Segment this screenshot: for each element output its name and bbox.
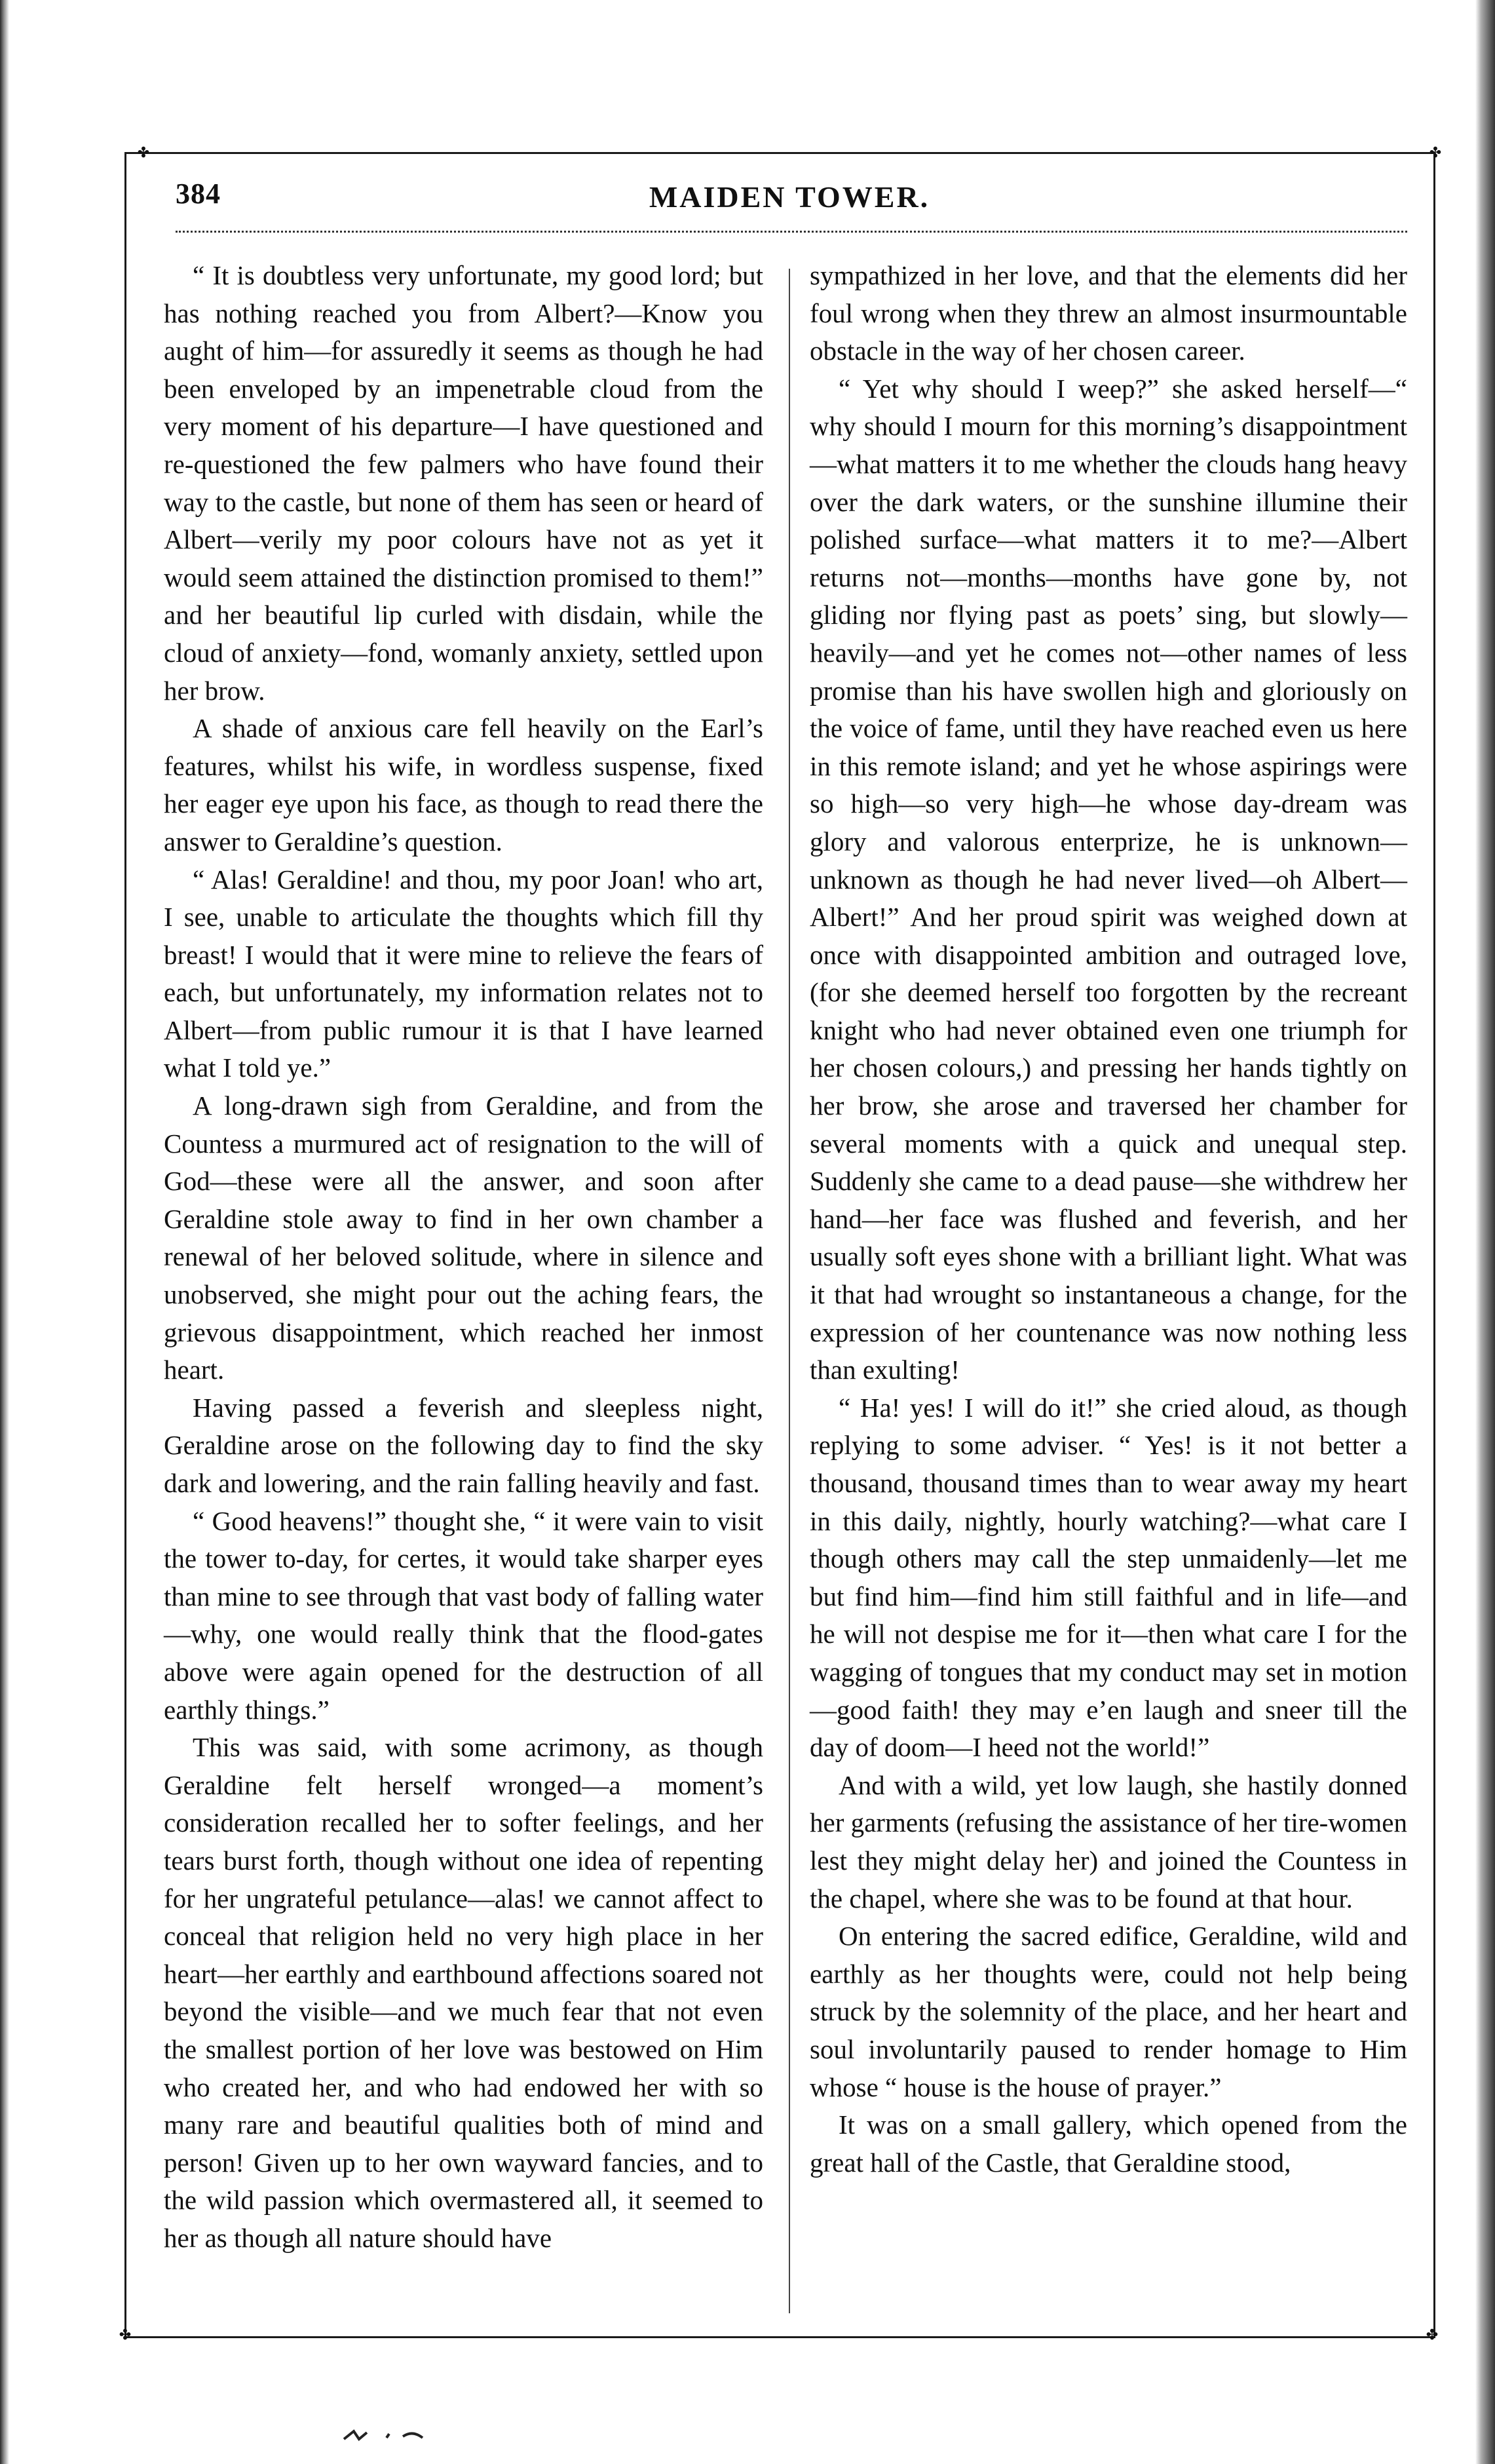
paragraph: “ Alas! Geraldine! and thou, my poor Joan! who art, I see, unable to articulate the thoughts which fill thy breast! I would that it were mine to relieve the fears of each, but unfortunately, my information relates not to Albert—from public rumour it is that I have learned what I told ye.”: [164, 864, 763, 1083]
paragraph-continuation: sympathized in her love, and that the elements did her foul wrong when they threw an almost insurmountable obstacle in the way of her chosen career.: [810, 260, 1407, 366]
text-column-right: [810, 257, 1407, 2182]
paragraph: “ Yet why should I weep?” she asked herself—“ why should I mourn for this morning’s disappointment—what matters it to me whether the clouds hang heavy over the dark waters, or the sunshine illumine their polished surface—what matters it to me?—Albert returns not—months—months have gone by, not gliding nor flying past as poets’ sing, but slowly—heavily—and yet he comes not—other names of less promise than his have swollen high and gloriously on the voice of fame, until they have reached even us here in this remote island; and yet he whose aspirings were so high—so very high—he whose day-dream was glory and valorous enterprize, he is unknown—unknown as though he had never lived—oh Albert—Albert!” And her proud spirit was weighed down at once with disappointed ambition and outraged love, (for she deemed herself too forgotten by the recreant knight who had never obtained even one triumph for her chosen colours,) and pressing her hands tightly on her brow, she arose and traversed her chamber for several moments with a quick and unequal step. Suddenly she came to a dead pause—she withdrew her hand—her face was flushed and feverish, and her usually soft eyes shone with a brilliant light. What was it that had wrought so instantaneous a change, for the expression of her countenance was now nothing less than exulting!: [810, 373, 1407, 1385]
corner-ornament-icon: ✤: [119, 2326, 132, 2343]
corner-ornament-icon: ✤: [1429, 144, 1442, 161]
paragraph: “ It is doubtless very unfortunate, my good lord; but has nothing reached you from Albert?—Know you aught of him—for assuredly it seems as though he had been enveloped by an impenetrable cloud from the very moment of his departure—I have questioned and re-questioned the few palmers who have found their way to the castle, but none of them has seen or heard of Albert—verily my poor colours have not as yet it would seem attained the distinction promised to them!” and her beautiful lip curled with disdain, while the cloud of anxiety—fond, womanly anxiety, settled upon her brow.: [164, 260, 763, 706]
page-edge-shadow-right: [1475, 0, 1495, 2464]
paragraph: Having passed a feverish and sleepless night, Geraldine arose on the following day to find the sky dark and lowering, and the rain falling heavily and fast.: [164, 1392, 763, 1498]
paragraph: A long-drawn sigh from Geraldine, and from the Countess a murmured act of resignation to the will of God—these were all the answer, and soon after Geraldine stole away to find in her own chamber a renewal of her beloved solitude, where in silence and unobserved, she might pour out the aching fears, the grievous disappointment, which reached her inmost heart.: [164, 1090, 763, 1385]
corner-ornament-icon: ✤: [137, 144, 150, 161]
paragraph: It was on a small gallery, which opened from the great hall of the Castle, that Geraldine stood,: [810, 2109, 1407, 2178]
paragraph: “ Good heavens!” thought she, “ it were vain to visit the tower to-day, for certes, it would take sharper eyes than mine to see through that vast body of falling water—why, one would really think that the flood-gates above were again opened for the destruction of all earthly things.”: [164, 1505, 763, 1725]
column-divider: [789, 269, 790, 2313]
ink-smudge-mark: [341, 2425, 459, 2444]
paragraph: And with a wild, yet low laugh, she hastily donned her garments (refusing the assistance of her tire-women lest they might delay her) and joined the Countess in the chapel, where she was to be found at that hour.: [810, 1769, 1407, 1914]
text-column-left: [164, 257, 763, 2257]
paragraph: On entering the sacred edifice, Geraldine, wild and earthly as her thoughts were, could not help being struck by the solemnity of the place, and her heart and soul involuntarily paused to render homage to Him whose “ house is the house of prayer.”: [810, 1921, 1407, 2102]
running-title: MAIDEN TOWER.: [649, 180, 930, 214]
header-rule: [176, 231, 1407, 233]
page-number: 384: [176, 178, 221, 210]
paragraph: This was said, with some acrimony, as though Geraldine felt herself wronged—a moment’s consideration recalled her to softer feelings, and her tears burst forth, though without one idea of repenting for her ungrateful petulance—alas! we cannot affect to conceal that religion held no very high place in her heart—her earthly and earthbound affections soared not beyond the visible—and we much fear that not even the smallest portion of her love was bestowed on Him who created her, and who had endowed her with so many rare and beautiful qualities both of mind and person! Given up to her own wayward fancies, and to the wild passion which overmastered all, it seemed to her as though all nature should have: [164, 1732, 763, 2253]
paragraph: A shade of anxious care fell heavily on the Earl’s features, whilst his wife, in wordless suspense, fixed her eager eye upon his face, as though to read there the answer to Geraldine’s question.: [164, 713, 763, 857]
paragraph: “ Ha! yes! I will do it!” she cried aloud, as though replying to some adviser. “ Yes! is it not better a thousand, thousand times than to wear away my heart in this daily, nightly, hourly watching?—what care I though others may call the step unmaidenly—let me but find him—find him still faithful and in life—and he will not despise me for it—then what care I for the wagging of tongues that my conduct may set in motion—good faith! they may e’en laugh and sneer till the day of doom—I heed not the world!”: [810, 1392, 1407, 1763]
corner-ornament-icon: ✤: [1426, 2326, 1439, 2343]
page-edge-shadow-left: [0, 0, 9, 2464]
